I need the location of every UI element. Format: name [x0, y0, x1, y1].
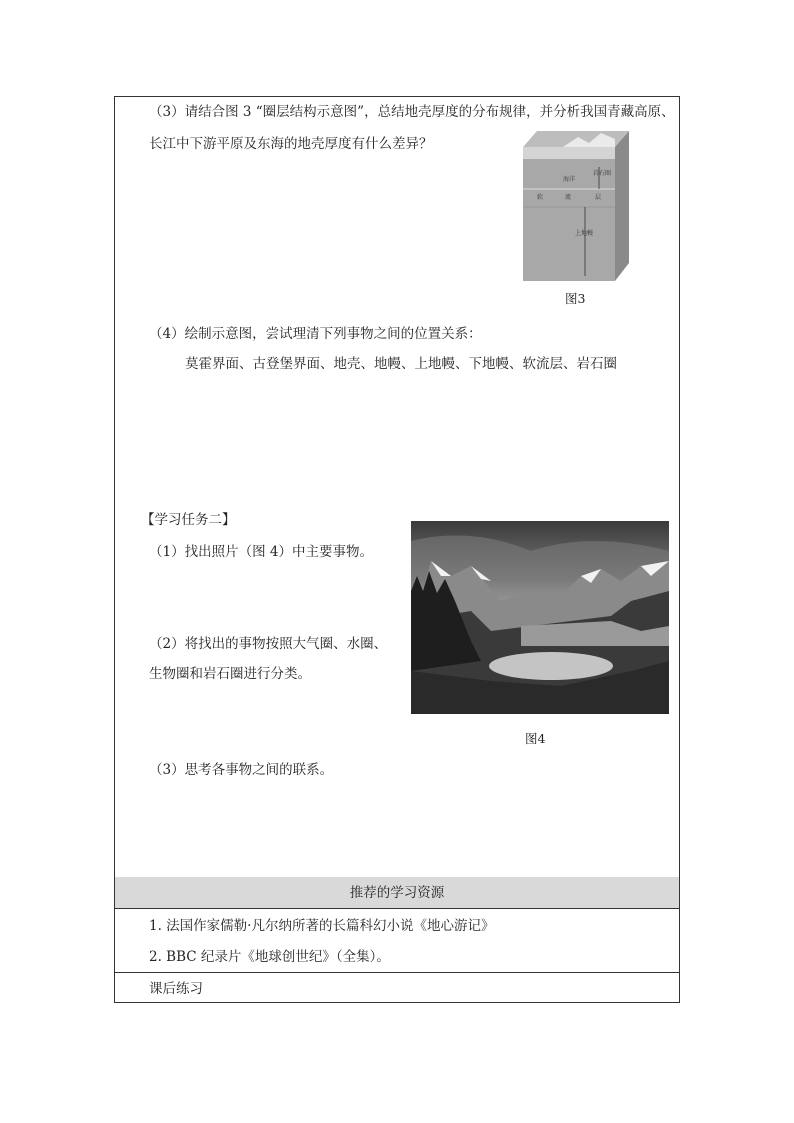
question-4-line1: （4）绘制示意图，尝试理清下列事物之间的位置关系： [149, 326, 482, 342]
ocean-label: 海洋 [563, 176, 576, 183]
figure-3-caption: 图3 [565, 291, 586, 306]
resource-item-2: 2. BBC 纪录片《地球创世纪》（全集）。 [149, 949, 390, 965]
homework-label: 课后练习 [149, 981, 203, 997]
worksheet-table [114, 96, 680, 1003]
question-3-line2: 长江中下游平原及东海的地壳厚度有什么差异？ [149, 136, 433, 152]
task-2-heading: 【学习任务二】 [141, 512, 236, 528]
task-2-question-2-line1: （2）将找出的事物按照大气圈、水圈、 [149, 636, 388, 652]
landscape-photo [411, 521, 669, 714]
asthenosphere-char-3: 层 [595, 194, 602, 201]
question-4-line2: 莫霍界面、古登堡界面、地壳、地幔、上地幔、下地幔、软流层、岩石圈 [185, 356, 617, 372]
divider [115, 908, 679, 909]
layer-structure-diagram [523, 131, 629, 281]
figure-4-caption: 图4 [525, 731, 546, 746]
question-3-line1: （3）请结合图 3 “圈层结构示意图”，总结地壳厚度的分布规律，并分析我国青藏高原、 [149, 104, 675, 120]
task-2-question-3: （3）思考各事物之间的联系。 [149, 762, 334, 778]
task-2-question-1: （1）找出照片（图 4）中主要事物。 [149, 544, 373, 560]
resources-header: 推荐的学习资源 [349, 885, 445, 901]
divider [115, 972, 679, 973]
asthenosphere-char-2: 流 [565, 194, 572, 201]
lithosphere-label: 岩石圈 [593, 170, 612, 177]
upper-mantle-label: 上地幔 [575, 230, 594, 237]
asthenosphere-char-1: 软 [537, 194, 544, 201]
resource-item-1: 1. 法国作家儒勒·凡尔纳所著的长篇科幻小说《地心游记》 [149, 918, 495, 934]
task-2-question-2-line2: 生物圈和岩石圈进行分类。 [149, 666, 311, 682]
